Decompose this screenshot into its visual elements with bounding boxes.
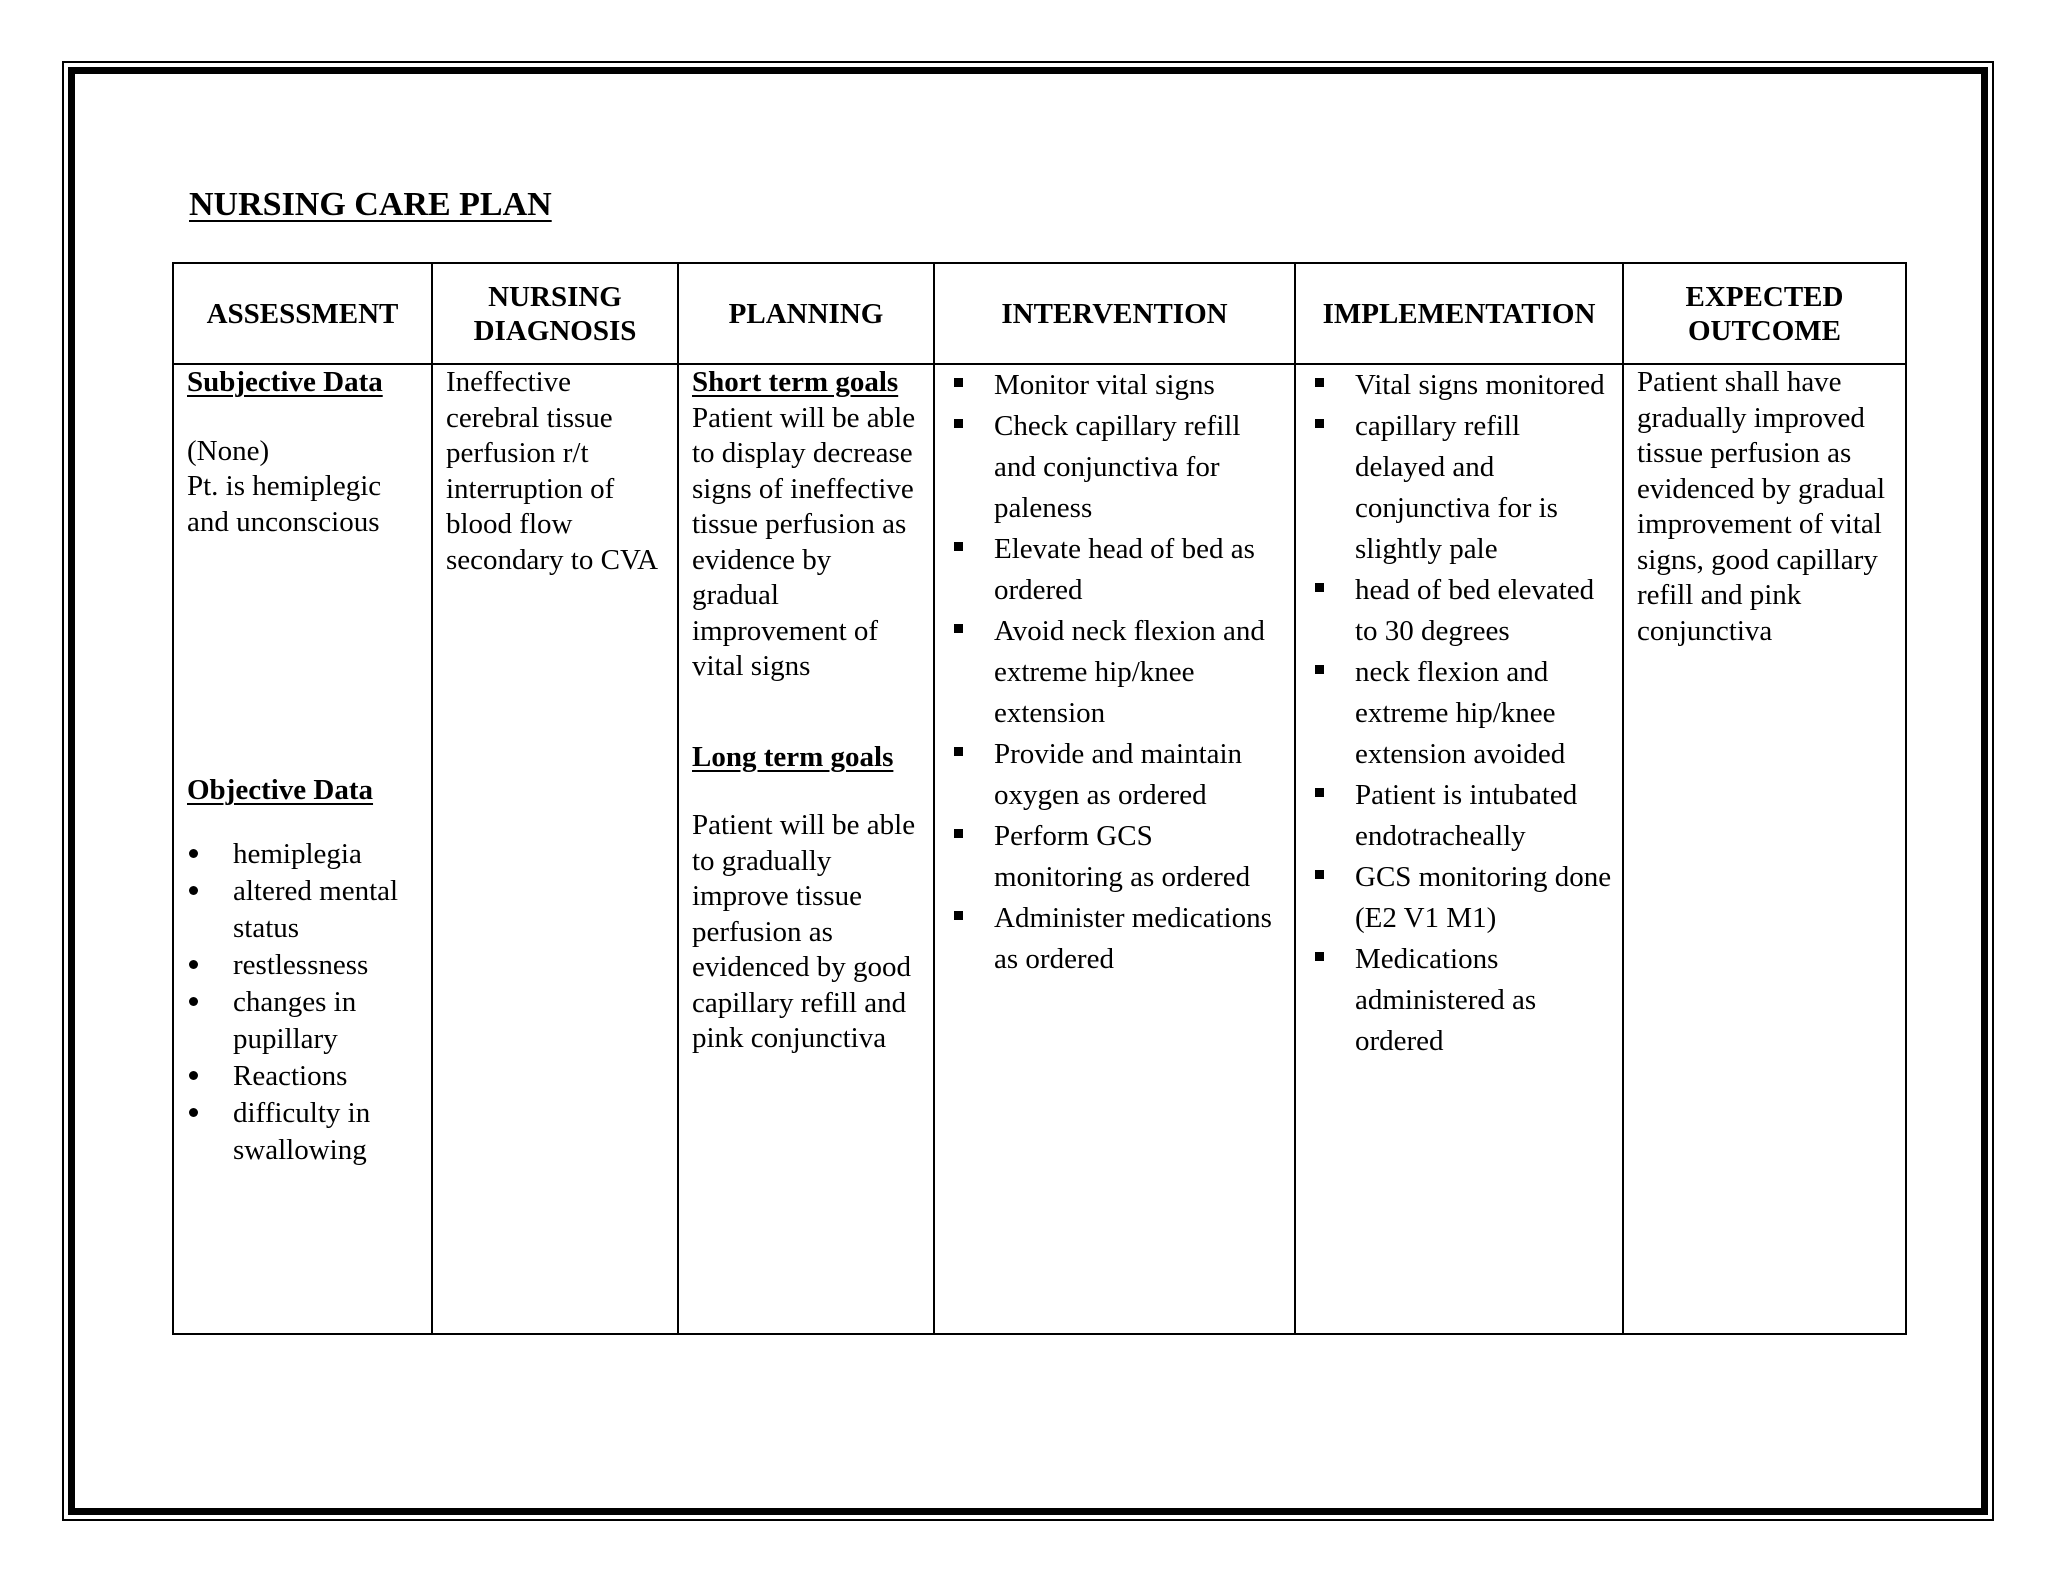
bullet-square-icon [954,747,963,756]
expected-outcome-cell [1623,364,1906,1334]
diagnosis-cell [432,364,678,1334]
list-item: Elevate head of bed as ordered [948,529,1284,611]
list-item: Administer medications as ordered [948,898,1284,980]
header-expected-outcome: EXPECTED OUTCOME [1623,263,1906,364]
bullet-dot-icon [189,849,198,858]
bullet-square-icon [954,829,963,838]
bullet-square-icon [1315,952,1324,961]
list-item: changes in pupillary [187,984,421,1058]
table-row [173,364,1906,1334]
implementation-list [1309,365,1612,1062]
list-item: restlessness [187,947,421,984]
list-item: Perform GCS monitoring as ordered [948,816,1284,898]
intervention-list [948,365,1284,980]
planning-cell [678,364,934,1334]
objective-data-list [187,836,421,1169]
bullet-dot-icon [189,960,198,969]
bullet-square-icon [954,378,963,387]
bullet-square-icon [954,911,963,920]
list-item: Reactions [187,1058,421,1095]
list-item: difficulty in swallowing [187,1095,421,1169]
long-term-goals-text: Patient will be able to gradually improve tissue perfusion as evidenced by good capillary refill and pink conjunctiva [692,809,916,1054]
bullet-square-icon [1315,419,1324,428]
list-item: head of bed elevated to 30 degrees [1309,570,1612,652]
objective-data-heading: Objective Data [187,774,374,806]
list-item: Provide and maintain oxygen as ordered [948,734,1284,816]
header-nursing-diagnosis: NURSING DIAGNOSIS [432,263,678,364]
list-item: Patient is intubated endotracheally [1309,775,1612,857]
bullet-dot-icon [189,997,198,1006]
implementation-cell [1295,364,1623,1334]
list-item: hemiplegia [187,836,421,873]
header-implementation: IMPLEMENTATION [1295,263,1623,364]
list-item: Monitor vital signs [948,365,1284,406]
bullet-square-icon [1315,583,1324,592]
bullet-dot-icon [189,1108,198,1117]
list-item: Medications administered as ordered [1309,939,1612,1062]
short-term-goals-text: Patient will be able to display decrease signs of ineffective tissue perfusion as evidence by gradual improvement of vital signs [692,401,916,682]
bullet-dot-icon [189,886,198,895]
intervention-cell [934,364,1295,1334]
long-term-goals-heading: Long term goals [692,740,894,773]
diagnosis-text: Ineffective cerebral tissue perfusion r/t interruption of blood flow secondary to CVA [446,366,659,576]
bullet-square-icon [1315,378,1324,387]
subjective-none: (None) [187,434,270,467]
bullet-square-icon [1315,788,1324,797]
expected-outcome-text: Patient shall have gradually improved tissue perfusion as evidenced by gradual improvement of vital signs, good capillary refill and pink conjunctiva [1637,366,1886,647]
bullet-square-icon [954,419,963,428]
subjective-text: Pt. is hemiplegic and unconscious [187,470,382,538]
header-assessment: ASSESSMENT [173,263,432,364]
care-plan-table [172,262,1907,1335]
list-item: Check capillary refill and conjunctiva for paleness [948,406,1284,529]
header-intervention: INTERVENTION [934,263,1295,364]
bullet-dot-icon [189,1071,198,1080]
bullet-square-icon [954,624,963,633]
bullet-square-icon [1315,665,1324,674]
list-item: GCS monitoring done (E2 V1 M1) [1309,857,1612,939]
header-planning: PLANNING [678,263,934,364]
assessment-cell [173,364,432,1334]
table-header-row [173,263,1906,364]
list-item: capillary refill delayed and conjunctiva for is slightly pale [1309,406,1612,570]
bullet-square-icon [1315,870,1324,879]
short-term-goals-heading: Short term goals [692,366,899,398]
list-item: Vital signs monitored [1309,365,1612,406]
list-item: Avoid neck flexion and extreme hip/knee extension [948,611,1284,734]
list-item: neck flexion and extreme hip/knee extension avoided [1309,652,1612,775]
document-title: NURSING CARE PLAN [189,186,552,223]
subjective-data-heading: Subjective Data [187,366,383,398]
list-item: altered mental status [187,873,421,947]
bullet-square-icon [954,542,963,551]
